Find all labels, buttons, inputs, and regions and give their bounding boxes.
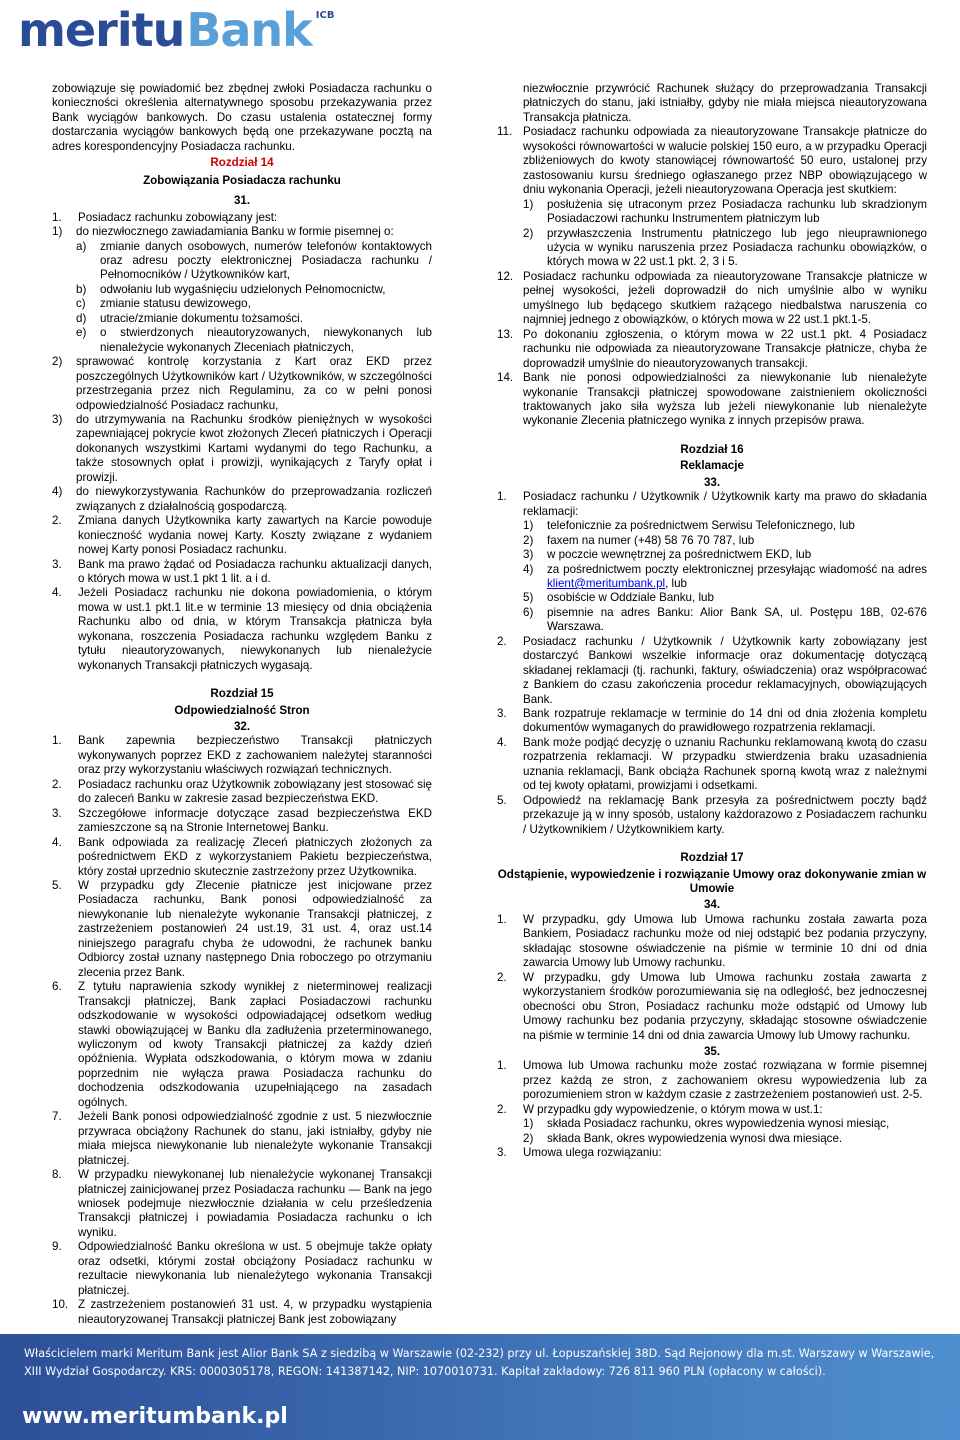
list-item: a) zmianie danych osobowych, numerów telefonów kontaktowych oraz adresu poczty elektronicznej Posiadacza rachunku / Pełnomocników / Użytkowników kart, <box>76 239 432 282</box>
list-item: 9. Odpowiedzialność Banku określona w ust. 5 obejmuje także opłaty oraz odsetki, którymi został obciążony Posiadacz rachunku w rezultacie niewykonania lub nienależytego wykonania Transakcji płatniczej. <box>52 1240 432 1297</box>
list-item: 2) sprawować kontrolę korzystania z Kart oraz EKD przez poszczególnych Użytkowników kart / Użytkowników, w szczególności przestrzegania przez nich Regulaminu, za co w pełni ponosi odpowiedzialność Posiadacz rachunku, <box>52 355 432 412</box>
chapter-15-subtitle: Odpowiedzialność Stron <box>174 703 310 717</box>
list-item: 12. Posiadacz rachunku odpowiada za nieautoryzowane Transakcje płatnicze w pełnej wysokości, jeżeli doprowadził do nich umyślnie albo w wyniku umyślnego lub będącego skutkiem rażącego niedbalstwa naruszenia co najmniej jednego z obowiązków, o których mowa w 22 ust.1 pkt.1-5. <box>497 269 927 327</box>
list-item: 2. Posiadacz rachunku / Użytkownik / Użytkownik karty zobowiązany jest dostarczyć Bankowi wszelkie informacje oraz dokumentację dotyczącą składanej reklamacji (tj. rachunki, faktury, oświadczenia) oraz współpracować z Bankiem do czasu zakończenia procedur reklamacyjnych, obowiązujących Bank. <box>497 634 927 706</box>
list-item: 14. Bank nie ponosi odpowiedzialności za niewykonanie lub nienależyte wykonanie Transakcji płatniczej spowodowane zaistnieniem okoliczności traktowanych jako siła wyższa lub jeżeli niewykonanie lub nienależyte wykonanie Zlecenia płatniczego wynika z innych przepisów prawa. <box>497 371 927 428</box>
list-item: 7. Jeżeli Bank ponosi odpowiedzialność zgodnie z ust. 5 niezwłocznie przywraca obciążony Rachunek do stanu, jaki istniałby, gdyby nie miała miejsca niewykonanie lub nienależyte wykonanie Transakcji płatniczej. <box>52 1110 432 1167</box>
list-item: 1. Bank zapewnia bezpieczeństwo Transakcji płatniczych wykonywanych poprzez EKD z zachowaniem należytej staranności oraz przy wykorzystaniu właściwych rozwiązań technicznych. <box>52 734 432 777</box>
chapter-15-title: Rozdział 15 <box>210 687 274 701</box>
list-item: 3) w poczcie wewnętrznej za pośrednictwem EKD, lub <box>523 548 812 562</box>
list-item: 2) faxem na numer (+48) 58 76 70 787, lub <box>523 533 755 547</box>
list-item: 6. Z tytułu naprawienia szkody wynikłej z nieterminowej realizacji Transakcji płatniczej, Bank zapłaci Posiadaczowi rachunku odszkodowanie w wysokości odpowiadającej odsetkom według stawki obowiązującej w Banku dla zadłużenia przeterminowanego, wyliczonym od kwoty Transakcji płatniczej za każdy dzień opóźnienia. Wypłata odszkodowania, o którym mowa w zdaniu poprzednim nie wyłącza prawa Posiadacza rachunku do dochodzenia odszkodowania uzupełniającego na zasadach ogólnych. <box>52 980 432 1109</box>
section-35: 35. <box>703 1045 721 1058</box>
list-item: d) utracie/zmianie dokumentu tożsamości. <box>76 311 303 325</box>
list-item: 2) składa Bank, okres wypowiedzenia wynosi dwa miesiące. <box>523 1131 843 1145</box>
logo-text-meritu: meritu <box>18 3 185 57</box>
chapter-17-subtitle: Odstąpienie, wypowiedzenie i rozwiązanie Umowy oraz dokonywanie zmian w Umowie <box>497 867 927 896</box>
list-item: 13. Po dokonaniu zgłoszenia, o którym mowa w 22 ust.1 pkt. 4 Posiadacz rachunku nie odpowiada za nieautoryzowane Transakcje płatnicze, chyba że doprowadził umyślnie do nieautoryzowanych transakcji. <box>497 327 927 370</box>
list-item: 8. W przypadku niewykonanej lub nienależycie wykonanej Transakcji płatniczej zainicjowanej przez Posiadacza rachunku — Bank na jego wniosek podejmuje niezwłocznie działania w celu prześledzenia Transakcji płatniczej i powiadamia Posiadacza rachunku o ich wyniku. <box>52 1168 432 1239</box>
left-column <box>52 82 432 1327</box>
section-31: 31. <box>233 194 251 208</box>
footer-legal-line-1: Właścicielem marki Meritum Bank jest Alior Bank SA z siedzibą w Warszawie (02-232) przy ul. Łopuszańskiej 38D. Sąd Rejonowy dla m.st. Warszawy w Warszawie, <box>24 1347 935 1360</box>
section-34: 34. <box>703 898 721 912</box>
list-item: 5) osobiście w Oddziale Banku, lub <box>523 591 714 605</box>
list-item: 5. Odpowiedź na reklamację Bank przesyła za pośrednictwem poczty bądź przekazuje ją w inny sposób, ustalony każdorazowo z Posiadaczem rachunku / Użytkownikiem / Użytkownikiem karty. <box>497 793 927 836</box>
list-item: c) zmianie statusu dewizowego, <box>76 297 251 311</box>
list-item: 1) telefonicznie za pośrednictwem Serwisu Telefonicznego, lub <box>523 519 855 533</box>
list-item: 2. Posiadacz rachunku oraz Użytkownik zobowiązany jest stosować się do zaleceń Banku w zakresie zasad bezpieczeństwa EKD. <box>52 777 432 806</box>
continued-paragraph: niezwłocznie przywrócić Rachunek służący do przeprowadzania Transakcji płatniczych do stanu, jaki istniałby, gdyby nie miała miejsca nieautoryzowana Transakcja płatnicza. <box>523 82 927 124</box>
list-item: 2. W przypadku, gdy Umowa lub Umowa rachunku została zawarta z wykorzystaniem środków porozumiewania się na odległość, bez jednoczesnej obecności obu Stron, Posiadacz rachunku może odstąpić od Umowy lub Umowy rachunku bez podania przyczyny, składając stosowne oświadczenie na piśmie w terminie 14 dni od dnia zawarcia Umowy lub Umowy rachunku. <box>497 970 927 1042</box>
website-link[interactable]: www.meritumbank.pl <box>22 1404 288 1429</box>
meritum-bank-logo <box>18 2 334 62</box>
logo-suffix: ICB <box>315 10 335 21</box>
list-item: 3. Szczegółowe informacje dotyczące zasad bezpieczeństwa EKD zamieszczone są na Stronie Internetowej Banku. <box>52 806 432 835</box>
chapter-14-title: Rozdział 14 <box>210 156 274 170</box>
list-item: 1. W przypadku, gdy Umowa lub Umowa rachunku została zawarta poza Bankiem, Posiadacz rachunku może od niej odstąpić bez podania przyczyny, składając stosowne oświadczenie na piśmie w terminie 10 dni od dnia zawarcia Umowy lub Umowy rachunku. <box>497 912 927 970</box>
list-item: 11. Posiadacz rachunku odpowiada za nieautoryzowane Transakcje płatnicze do wysokości równowartości w walucie polskiej 150 euro, a w przypadku Operacji zbliżeniowych do kwoty stanowiącej równowartość 50 euro, ustalonej przy zastosowaniu kursu średniego ogłaszanego przez NBP obowiązującego w dniu wykonania Operacji, jeżeli nieautoryzowana Operacja jest skutkiem: <box>497 125 927 197</box>
chapter-14-subtitle: Zobowiązania Posiadacza rachunku <box>143 173 341 187</box>
list-item: 4) do niewykorzystywania Rachunków do przeprowadzania rozliczeń związanych z działalnością gospodarczą. <box>52 485 432 513</box>
list-item: 4) za pośrednictwem poczty elektronicznej przesyłając wiadomość na adres klient@meritumbank.pl, lub <box>523 562 927 590</box>
list-item: 1. Posiadacz rachunku / Użytkownik / Użytkownik karty ma prawo do składania reklamacji: <box>497 490 927 518</box>
list-item: 3) do utrzymywania na Rachunku środków pieniężnych w wysokości zapewniającej pokrycie kwot złożonych Zleceń płatniczych i Operacji dokonanych wszystkimi Kartami wydanymi do tego Rachunku, a także stosownych opłat i prowizji, wynikających z Taryfy opłat i prowizji. <box>52 412 432 484</box>
list-item: 2. Zmiana danych Użytkownika karty zawartych na Karcie powoduje konieczność wydania nowej Karty. Koszty związane z wydaniem nowej Karty ponosi Posiadacz rachunku. <box>52 514 432 557</box>
intro-paragraph: zobowiązuje się powiadomić bez zbędnej zwłoki Posiadacza rachunku o konieczności określenia alternatywnego sposobu przekazywania przez Bank wyciągów bankowych. Do czasu ustalenia ostatecznej formy dostarczania wyciągów bankowych będą one przekazywane pocztą na adres korespondencyjny Posiadacza rachunku. <box>52 82 432 153</box>
list-item: 4. Bank może podjąć decyzję o uznaniu Rachunku reklamowaną kwotą do czasu rozpatrzenia reklamacji. W przypadku stwierdzenia braku uzasadnienia uznania reklamacji, Bank obciąża Rachunek sporną kwotą wraz z należnymi od tej kwoty opłatami, prowizjami i odsetkami. <box>497 735 927 793</box>
list-item: 1. Umowa lub Umowa rachunku może zostać rozwiązana w formie pisemnej przez każdą ze stron, z zachowaniem okresu wypowiedzenia lub za porozumieniem stron w każdym czasie z zastrzeżeniem postanowień ust. 2-5. <box>497 1059 927 1102</box>
section-32: 32. <box>233 720 251 734</box>
chapter-16-subtitle: Reklamacje <box>680 459 744 473</box>
list-item: 3. Bank ma prawo żądać od Posiadacza rachunku aktualizacji danych, o których mowa w ust.1 pkt 1 lit. a i d. <box>52 557 432 585</box>
list-item: b) odwołaniu lub wygaśnięciu udzielonych Pełnomocnictw, <box>76 282 386 296</box>
list-item: 1. Posiadacz rachunku zobowiązany jest: <box>52 210 278 224</box>
list-item: 5. W przypadku gdy Zlecenie płatnicze jest inicjowane przez Posiadacza rachunku, Bank ponosi odpowiedzialność za niewykonanie lub nienależyte wykonanie Transakcji płatniczej, z zastrzeżeniem postanowień 24 ust.19, 31 ust. 4, oraz ust.14 niniejszego paragrafu chyba że udowodni, że rachunek banku Odbiorcy został uznany następnego Dnia roboczego po otrzymaniu zlecenia przez Bank. <box>52 879 432 979</box>
chapter-17-title: Rozdział 17 <box>680 851 744 865</box>
list-item: 4. Bank odpowiada za realizację Zleceń płatniczych złożonych za pośrednictwem EKD z wykorzystaniem Pakietu bezpieczeństwa, który został uprzednio skutecznie zastrzeżony przez Użytkownika. <box>52 835 432 878</box>
list-item: 3. Bank rozpatruje reklamacje w terminie do 14 dni od dnia złożenia kompletu dokumentów wymaganych do prawidłowego rozpatrzenia reklamacji. <box>497 707 927 735</box>
section-33: 33. <box>703 475 721 489</box>
list-item: 6) pisemnie na adres Banku: Alior Bank SA, ul. Postępu 18B, 02-676 Warszawa. <box>523 605 927 634</box>
footer-legal-line-2: XIII Wydział Gospodarczy. KRS: 0000305178, REGON: 141387142, NIP: 1070010731. Kapitał zakładowy: 726 811 960 PLN (opłacony w całości). <box>24 1365 826 1378</box>
list-item: e) o stwierdzonych nieautoryzowanych, niewykonanych lub nienależycie wykonanych Zleceniach płatniczych, <box>76 326 432 354</box>
list-item: 2) przywłaszczenia Instrumentu płatniczego lub jego nieuprawnionego użycia w wyniku naruszenia przez Posiadacza rachunku obowiązków, o których mowa w 22 ust.1 pkt. 2, 3 i 5. <box>523 226 927 269</box>
list-item: 3. Umowa ulega rozwiązaniu: <box>497 1146 662 1160</box>
footer-banner <box>0 1334 960 1440</box>
list-item: 10. Z zastrzeżeniem postanowień 31 ust. 4, w przypadku wystąpienia nieautoryzowanej Transakcji płatniczej Bank jest zobowiązany <box>52 1298 432 1326</box>
list-item: 1) składa Posiadacz rachunku, okres wypowiedzenia wynosi miesiąc, <box>523 1117 890 1131</box>
list-item: 2. W przypadku gdy wypowiedzenie, o którym mowa w ust.1: <box>497 1102 823 1116</box>
email-link[interactable]: klient@meritumbank.pl <box>547 576 666 590</box>
list-item: 1) posłużenia się utraconym przez Posiadacza rachunku lub skradzionym Posiadaczowi rachunku Instrumentem płatniczym lub <box>523 197 927 226</box>
logo-text-bank: Bank <box>186 3 312 57</box>
list-item: 1) do niezwłocznego zawiadamiania Banku w formie pisemnej o: <box>52 225 394 239</box>
chapter-16-title: Rozdział 16 <box>680 442 744 456</box>
list-item: 4. Jeżeli Posiadacz rachunku nie dokona powiadomienia, o którym mowa w ust.1 pkt.1 lit.e w terminie 13 miesięcy od dnia obciążenia Rachunku albo od dnia, w którym Transakcja płatnicza była wykonana, roszczenia Posiadacza rachunku względem Banku z tytułu nieautoryzowanych, niewykonanych lub nienależycie wykonanych Transakcji płatniczych wygasają. <box>52 586 432 672</box>
right-column <box>497 82 927 1161</box>
